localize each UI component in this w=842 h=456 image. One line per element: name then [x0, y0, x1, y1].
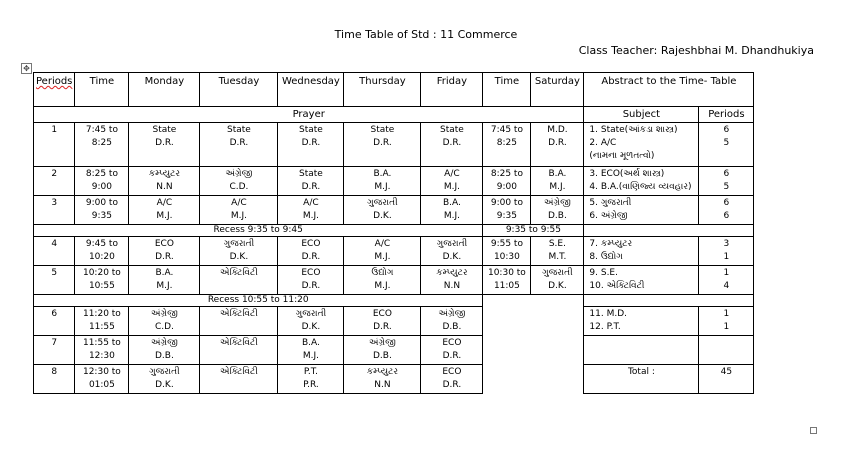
lesson-cell: State D.R.: [421, 123, 483, 167]
lesson-cell: B.A. M.J.: [344, 167, 421, 196]
abstract-periods: 6 6: [699, 196, 754, 225]
header-periods: Periods: [34, 73, 75, 107]
recess-1-saturday: 9:35 to 9:55: [483, 225, 584, 237]
saturday-time: 7:45 to 8:25: [483, 123, 531, 167]
lesson-cell: State D.R.: [278, 123, 344, 167]
period-time: 11:55 to 12:30: [75, 336, 129, 365]
lesson-cell: અંગ્રેજી D.B.: [344, 336, 421, 365]
table-row: [34, 123, 754, 167]
header-time: Time: [75, 73, 129, 107]
table-row: [34, 336, 754, 365]
abstract-periods: 6 5: [699, 167, 754, 196]
period-time: 12:30 to 01:05: [75, 365, 129, 394]
lesson-cell: B.A. M.J.: [421, 196, 483, 225]
table-resize-handle[interactable]: [810, 427, 817, 434]
period-number: 8: [34, 365, 75, 394]
lesson-cell: A/C M.J.: [200, 196, 278, 225]
lesson-cell: A/C M.J.: [421, 167, 483, 196]
lesson-cell: ગુજરાતી D.K.: [278, 307, 344, 336]
period-time: 7:45 to 8:25: [75, 123, 129, 167]
abstract-periods: 6 5: [699, 123, 754, 167]
abstract-periods-head: Periods: [699, 107, 754, 123]
lesson-cell: A/C M.J.: [278, 196, 344, 225]
lesson-cell: અંગ્રેજી C.D.: [129, 307, 200, 336]
saturday-lesson: S.E. M.T.: [531, 237, 584, 266]
abstract-periods: 3 1: [699, 237, 754, 266]
period-time: 11:20 to 11:55: [75, 307, 129, 336]
header-monday: Monday: [129, 73, 200, 107]
abstract-subjects: 7. કમ્પ્યુટર 8. ઉદ્યોગ: [584, 237, 699, 266]
table-row: [34, 167, 754, 196]
lesson-cell: અંગ્રેજી D.B.: [129, 336, 200, 365]
abstract-periods: 1 4: [699, 266, 754, 295]
period-number: 4: [34, 237, 75, 266]
period-time: 10:20 to 10:55: [75, 266, 129, 295]
period-time: 9:00 to 9:35: [75, 196, 129, 225]
abstract-subjects: [584, 336, 699, 365]
lesson-cell: State D.R.: [129, 123, 200, 167]
saturday-lesson: B.A. M.J.: [531, 167, 584, 196]
abstract-subjects: 11. M.D. 12. P.T.: [584, 307, 699, 336]
table-move-handle-icon[interactable]: ✥: [21, 63, 32, 74]
lesson-cell: એક્ટિવિટી: [200, 365, 278, 394]
lesson-cell: ECO D.R.: [278, 237, 344, 266]
lesson-cell: A/C M.J.: [129, 196, 200, 225]
lesson-cell: State D.R.: [200, 123, 278, 167]
header-tuesday: Tuesday: [200, 73, 278, 107]
saturday-empty: [483, 307, 584, 394]
recess-1: Recess 9:35 to 9:45: [34, 225, 483, 237]
saturday-lesson: ગુજરાતી D.K.: [531, 266, 584, 295]
lesson-cell: એક્ટિવિટી: [200, 336, 278, 365]
period-number: 5: [34, 266, 75, 295]
class-teacher: Class Teacher: Rajeshbhai M. Dhandhukiya: [578, 44, 814, 57]
header-saturday: Saturday: [531, 73, 584, 107]
lesson-cell: State D.R.: [344, 123, 421, 167]
lesson-cell: ગુજરાતી D.K.: [200, 237, 278, 266]
lesson-cell: ECO D.R.: [421, 336, 483, 365]
table-row: [34, 266, 754, 295]
prayer-row: Prayer: [34, 107, 584, 123]
abstract-gap: [584, 225, 754, 237]
lesson-cell: એક્ટિવિટી: [200, 266, 278, 295]
table-row: [34, 307, 754, 336]
period-time: 8:25 to 9:00: [75, 167, 129, 196]
abstract-periods: [699, 336, 754, 365]
period-number: 2: [34, 167, 75, 196]
table-row: [34, 196, 754, 225]
header-abstract: Abstract to the Time- Table: [584, 73, 754, 107]
saturday-lesson: M.D. D.R.: [531, 123, 584, 167]
lesson-cell: ECO D.R.: [421, 365, 483, 394]
period-number: 3: [34, 196, 75, 225]
abstract-subjects: 1. State(આંકડા શાસ્ત્ર) 2. A/C (નામના મૂળતત્વો): [584, 123, 699, 167]
header-thursday: Thursday: [344, 73, 421, 107]
total-label: Total :: [584, 365, 699, 394]
period-number: 1: [34, 123, 75, 167]
period-number: 7: [34, 336, 75, 365]
lesson-cell: કમ્પ્યુટર N.N: [421, 266, 483, 295]
abstract-subjects: 3. ECO(અર્થ શાસ્ત્ર) 4. B.A.(વાણિજ્ય વ્યવહાર): [584, 167, 699, 196]
period-number: 6: [34, 307, 75, 336]
lesson-cell: B.A. M.J.: [278, 336, 344, 365]
lesson-cell: ગુજરાતી D.K.: [129, 365, 200, 394]
period-time: 9:45 to 10:20: [75, 237, 129, 266]
lesson-cell: B.A. M.J.: [129, 266, 200, 295]
page-title: Time Table of Std : 11 Commerce: [334, 28, 518, 41]
lesson-cell: ઉદ્યોગ M.J.: [344, 266, 421, 295]
header-time-saturday: Time: [483, 73, 531, 107]
saturday-blank: [483, 295, 584, 307]
lesson-cell: કમ્પ્યુટર N.N: [129, 167, 200, 196]
lesson-cell: ECO D.R.: [278, 266, 344, 295]
abstract-subjects: 9. S.E. 10. એક્ટિવિટી: [584, 266, 699, 295]
lesson-cell: અંગ્રેજી D.B.: [421, 307, 483, 336]
lesson-cell: ECO D.R.: [129, 237, 200, 266]
lesson-cell: કમ્પ્યુટર N.N: [344, 365, 421, 394]
lesson-cell: ગુજરાતી D.K.: [344, 196, 421, 225]
saturday-time: 9:00 to 9:35: [483, 196, 531, 225]
saturday-time: 8:25 to 9:00: [483, 167, 531, 196]
lesson-cell: એક્ટિવિટી: [200, 307, 278, 336]
lesson-cell: State D.R.: [278, 167, 344, 196]
abstract-subjects: 5. ગુજરાતી 6. અંગ્રેજી: [584, 196, 699, 225]
table-row: [34, 237, 754, 266]
saturday-time: 9:55 to 10:30: [483, 237, 531, 266]
timetable: [33, 72, 754, 394]
header-friday: Friday: [421, 73, 483, 107]
lesson-cell: અંગ્રેજી C.D.: [200, 167, 278, 196]
abstract-periods: 1 1: [699, 307, 754, 336]
lesson-cell: A/C M.J.: [344, 237, 421, 266]
lesson-cell: ગુજરાતી D.K.: [421, 237, 483, 266]
saturday-time: 10:30 to 11:05: [483, 266, 531, 295]
lesson-cell: P.T. P.R.: [278, 365, 344, 394]
table-row: [34, 365, 754, 394]
abstract-subject-head: Subject: [584, 107, 699, 123]
recess-2: Recess 10:55 to 11:20: [34, 295, 483, 307]
abstract-gap-2: [584, 295, 754, 307]
lesson-cell: ECO D.R.: [344, 307, 421, 336]
header-wednesday: Wednesday: [278, 73, 344, 107]
total-periods: 45: [699, 365, 754, 394]
saturday-lesson: અંગ્રેજી D.B.: [531, 196, 584, 225]
